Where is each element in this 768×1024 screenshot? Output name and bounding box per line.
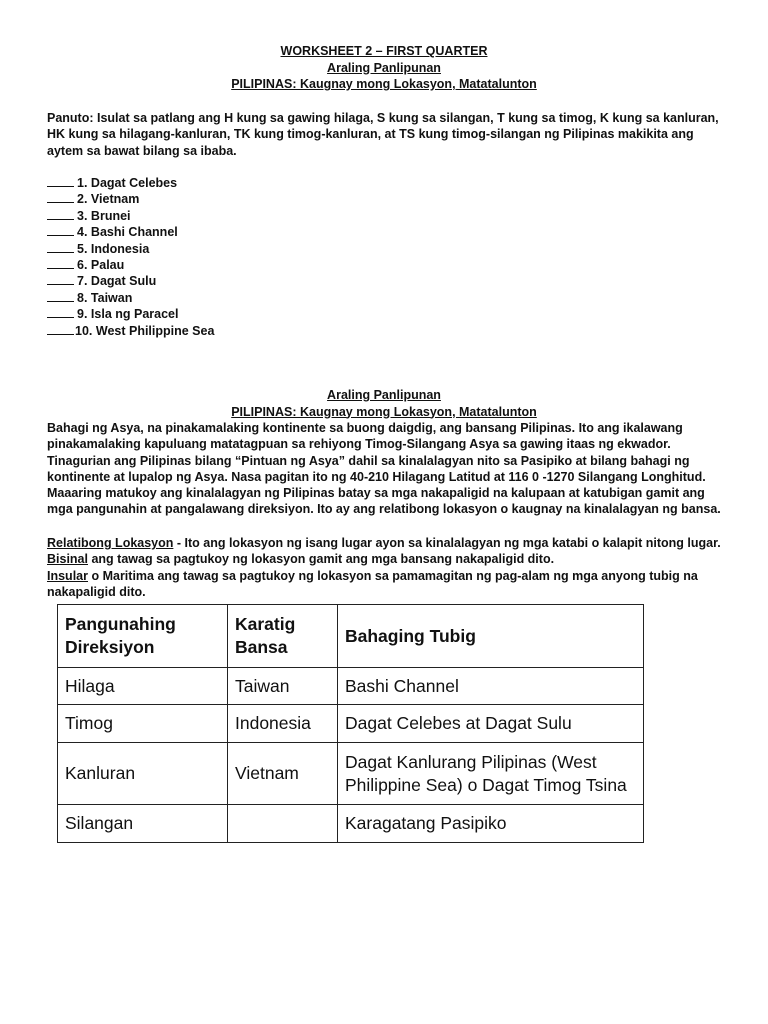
definitions bbox=[47, 535, 727, 600]
header-bahaging-tubig: Bahaging Tubig bbox=[338, 605, 644, 668]
table-row bbox=[58, 668, 644, 705]
list-item: 7. Dagat Sulu bbox=[47, 273, 214, 289]
answer-blank[interactable] bbox=[47, 306, 74, 318]
topic-title: PILIPINAS: Kaugnay mong Lokasyon, Matatalunton bbox=[231, 77, 537, 91]
answer-blank[interactable] bbox=[47, 208, 74, 220]
list-item: 1. Dagat Celebes bbox=[47, 175, 214, 191]
instructions: Panuto: Isulat sa patlang ang H kung sa gawing hilaga, S kung sa silangan, T kung sa timog, K kung sa kanluran, HK kung sa hilagang-kanluran, TK kung timog-kanluran, at TS kung timog-silangan ng Pilipinas makikita ang aytem sa bawat bilang sa ibaba. bbox=[47, 111, 719, 158]
table-cell: Indonesia bbox=[228, 705, 338, 743]
answer-blank[interactable] bbox=[47, 224, 74, 236]
definition-insular: Insular o Maritima ang tawag sa pagtukoy ng lokasyon sa pamamagitan ng pag-alam ng mga anyong tubig na nakapaligid dito. bbox=[47, 568, 698, 599]
table-cell: Silangan bbox=[58, 805, 228, 843]
worksheet-title: WORKSHEET 2 – FIRST QUARTER bbox=[280, 44, 488, 58]
list-item: 9. Isla ng Paracel bbox=[47, 306, 214, 322]
section2-topic: PILIPINAS: Kaugnay mong Lokasyon, Matatalunton bbox=[231, 404, 537, 419]
worksheet-header bbox=[0, 43, 768, 93]
answer-list bbox=[47, 175, 214, 339]
answer-blank[interactable] bbox=[47, 290, 74, 302]
list-item: 5. Indonesia bbox=[47, 241, 214, 257]
answer-blank[interactable] bbox=[47, 191, 74, 203]
answer-blank[interactable] bbox=[47, 241, 74, 253]
location-table bbox=[57, 604, 644, 843]
header-karatig-bansa: Karatig Bansa bbox=[228, 605, 338, 668]
table-cell: Timog bbox=[58, 705, 228, 743]
section2-header bbox=[0, 387, 768, 420]
table-cell: Dagat Kanlurang Pilipinas (West Philippine Sea) o Dagat Timog Tsina bbox=[338, 743, 644, 805]
list-item: 10. West Philippine Sea bbox=[47, 323, 214, 339]
answer-blank[interactable] bbox=[47, 175, 74, 187]
table-row bbox=[58, 805, 644, 843]
table-row bbox=[58, 743, 644, 805]
header-direksiyon: Pangunahing Direksiyon bbox=[58, 605, 228, 668]
body-paragraph: Bahagi ng Asya, na pinakamalaking kontinente sa buong daigdig, ang bansang Pilipinas. Ito ang ikalawang pinakamalaking kapuluang matatagpuan sa rehiyong Timog-Silangang Asya sa gawing itaas ng ekwador. Tinagurian ang Pilipinas bilang “Pintuan ng Asya” dahil sa kinalalagyan nito sa Pasipiko at bilang bahagi ng kontinente at lupalop ng Asya. Nasa pagitan ito ng 40-210 Hilagang Latitud at 116 0 -1270 Silangang Longhitud. Maaaring matukoy ang kinalalagyan ng Pilipinas batay sa mga nakapaligid na kalupaan at katubigan gamit ang mga pangunahin at pangalawang direksiyon. Ito ay ang relatibong lokasyon o kaugnay na kinalalagyan ng bansa. bbox=[47, 421, 721, 517]
definition-relatibong: Relatibong Lokasyon - Ito ang lokasyon ng isang lugar ayon sa kinalalagyan ng mga katabi o kalapit nitong lugar. bbox=[47, 536, 721, 550]
definition-bisinal: Bisinal ang tawag sa pagtukoy ng lokasyon gamit ang mga bansang nakapaligid dito. bbox=[47, 552, 555, 567]
term-bisinal: Bisinal bbox=[47, 552, 88, 567]
table-cell: Kanluran bbox=[58, 743, 228, 805]
table-row bbox=[58, 705, 644, 743]
table-header-row bbox=[58, 605, 644, 668]
table-cell: Karagatang Pasipiko bbox=[338, 805, 644, 843]
table-cell: Bashi Channel bbox=[338, 668, 644, 705]
table-cell: Vietnam bbox=[228, 743, 338, 805]
term-insular: Insular bbox=[47, 568, 88, 583]
answer-blank[interactable] bbox=[47, 323, 74, 335]
table-cell bbox=[228, 805, 338, 843]
term-relatibong: Relatibong Lokasyon bbox=[47, 536, 174, 550]
table-cell: Taiwan bbox=[228, 668, 338, 705]
answer-blank[interactable] bbox=[47, 273, 74, 285]
table-cell: Hilaga bbox=[58, 668, 228, 705]
table-cell: Dagat Celebes at Dagat Sulu bbox=[338, 705, 644, 743]
section2-subject: Araling Panlipunan bbox=[327, 388, 441, 402]
subject-title: Araling Panlipunan bbox=[327, 60, 441, 75]
answer-blank[interactable] bbox=[47, 257, 74, 269]
list-item: 4. Bashi Channel bbox=[47, 224, 214, 240]
list-item: 6. Palau bbox=[47, 257, 214, 273]
list-item: 2. Vietnam bbox=[47, 191, 214, 207]
list-item: 3. Brunei bbox=[47, 208, 214, 224]
list-item: 8. Taiwan bbox=[47, 290, 214, 306]
